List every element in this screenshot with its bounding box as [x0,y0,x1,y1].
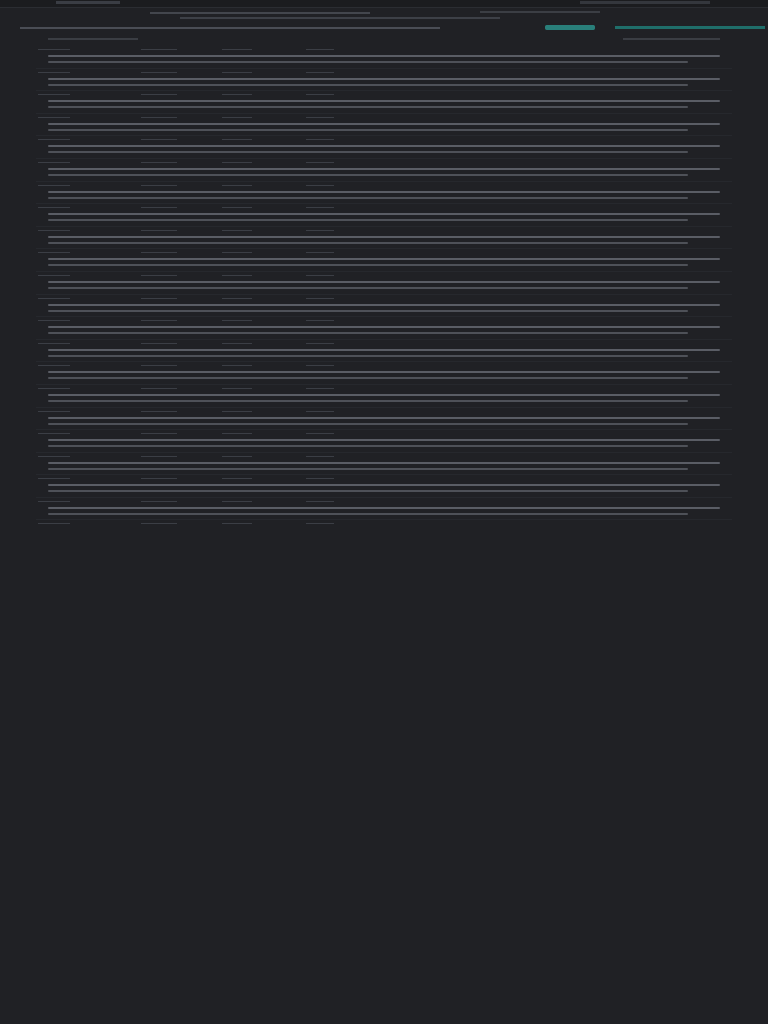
meta-placeholder [222,365,252,366]
empty-area [0,528,768,1024]
list-item-body [48,279,728,292]
list-item-meta [36,228,732,233]
list-toolbar [48,34,720,44]
meta-placeholder [306,275,334,276]
list-item-body [48,189,728,202]
meta-placeholder [141,185,177,186]
list-item[interactable] [36,340,732,363]
meta-placeholder [306,298,334,299]
text-line-placeholder [48,236,720,238]
list-item-body [48,234,728,247]
meta-placeholder [222,343,252,344]
text-line-placeholder [48,423,688,425]
list-item-meta [36,47,732,52]
list-item[interactable] [36,295,732,318]
meta-placeholder [222,501,252,502]
meta-placeholder [38,117,70,118]
list-item[interactable] [36,272,732,295]
meta-placeholder [38,207,70,208]
meta-placeholder [306,343,334,344]
header-menu-placeholder[interactable] [20,27,440,29]
list-item[interactable] [36,408,732,431]
list-item-meta [36,454,732,459]
meta-placeholder [141,139,177,140]
list-item-meta [36,70,732,75]
meta-placeholder [141,433,177,434]
meta-placeholder [141,252,177,253]
meta-placeholder [38,320,70,321]
list-item[interactable] [36,385,732,408]
list-item-body [48,256,728,269]
meta-placeholder [306,433,334,434]
text-line-placeholder [48,287,688,289]
text-line-placeholder [48,513,688,515]
meta-placeholder [38,478,70,479]
meta-placeholder [222,411,252,412]
text-line-placeholder [48,326,720,328]
meta-placeholder [306,252,334,253]
text-line-placeholder [48,264,688,266]
list-item-meta [36,409,732,414]
meta-placeholder [222,388,252,389]
list-item[interactable] [36,227,732,250]
subtitle-row [0,15,768,21]
text-line-placeholder [48,417,720,419]
list-item-meta [36,521,732,526]
meta-placeholder [141,275,177,276]
list-item[interactable] [36,182,732,205]
list-item-body [48,347,728,360]
list-item-meta [36,318,732,323]
list-item[interactable] [36,69,732,92]
list-item[interactable] [36,430,732,453]
subtitle-placeholder [180,17,500,19]
list-item-body [48,53,728,66]
meta-placeholder [141,523,177,524]
text-line-placeholder [48,484,720,486]
meta-placeholder [38,162,70,163]
text-line-placeholder [48,304,720,306]
text-line-placeholder [48,332,688,334]
list-item-body [48,166,728,179]
list-item-meta [36,92,732,97]
text-line-placeholder [48,242,688,244]
text-line-placeholder [48,100,720,102]
list-toolbar-right-placeholder[interactable] [623,38,720,40]
meta-placeholder [141,207,177,208]
list-item-meta [36,183,732,188]
meta-placeholder [222,72,252,73]
title-right-placeholder [480,11,600,13]
meta-placeholder [38,49,70,50]
meta-placeholder [141,456,177,457]
meta-placeholder [38,433,70,434]
text-line-placeholder [48,349,720,351]
text-line-placeholder [48,123,720,125]
meta-placeholder [222,49,252,50]
list-item[interactable] [36,204,732,227]
list-item-meta [36,115,732,120]
list-item-meta [36,476,732,481]
list-item-body [48,415,728,428]
meta-placeholder [306,139,334,140]
header-toolbar [20,23,748,33]
list-item-meta [36,386,732,391]
meta-placeholder [306,456,334,457]
list-item[interactable] [36,453,732,476]
list-item-meta [36,296,732,301]
list-item-meta [36,137,732,142]
text-line-placeholder [48,168,720,170]
meta-placeholder [306,117,334,118]
meta-placeholder [306,49,334,50]
text-line-placeholder [48,394,720,396]
meta-placeholder [222,162,252,163]
meta-placeholder [38,343,70,344]
meta-placeholder [306,94,334,95]
text-line-placeholder [48,310,688,312]
list-item-meta [36,273,732,278]
meta-placeholder [306,365,334,366]
meta-placeholder [38,94,70,95]
meta-placeholder [306,478,334,479]
list-item[interactable] [36,136,732,159]
meta-placeholder [222,207,252,208]
meta-placeholder [141,72,177,73]
top-bar [0,0,768,8]
accent-button[interactable] [545,25,595,30]
meta-placeholder [222,94,252,95]
text-line-placeholder [48,61,688,63]
meta-placeholder [222,185,252,186]
meta-placeholder [141,501,177,502]
meta-placeholder [141,388,177,389]
text-line-placeholder [48,400,688,402]
meta-placeholder [306,230,334,231]
text-line-placeholder [48,371,720,373]
meta-placeholder [222,456,252,457]
meta-placeholder [38,275,70,276]
meta-placeholder [222,433,252,434]
text-line-placeholder [48,507,720,509]
list-item-meta [36,363,732,368]
meta-placeholder [306,411,334,412]
text-line-placeholder [48,468,688,470]
list-item[interactable] [36,159,732,182]
meta-placeholder [306,162,334,163]
meta-placeholder [306,185,334,186]
meta-placeholder [222,478,252,479]
text-line-placeholder [48,55,720,57]
meta-placeholder [38,365,70,366]
list-item-body [48,460,728,473]
meta-placeholder [222,523,252,524]
text-line-placeholder [48,355,688,357]
text-line-placeholder [48,84,688,86]
text-line-placeholder [48,213,720,215]
list-item[interactable] [36,91,732,114]
text-line-placeholder [48,191,720,193]
text-line-placeholder [48,129,688,131]
list-item[interactable] [36,475,732,498]
list-item-body [48,143,728,156]
meta-placeholder [38,388,70,389]
list-item-body [48,211,728,224]
meta-placeholder [38,185,70,186]
meta-placeholder [141,117,177,118]
meta-placeholder [38,72,70,73]
meta-placeholder [222,139,252,140]
list-item-body [48,302,728,315]
meta-placeholder [141,94,177,95]
list-item-meta [36,431,732,436]
list-item-body [48,505,728,518]
title-placeholder [150,12,370,14]
meta-placeholder [141,230,177,231]
text-line-placeholder [48,377,688,379]
list-item[interactable] [36,249,732,272]
meta-placeholder [141,298,177,299]
list-item[interactable] [36,498,732,521]
text-line-placeholder [48,151,688,153]
meta-placeholder [38,523,70,524]
list-item-body [48,98,728,111]
list-item-body [48,76,728,89]
meta-placeholder [222,230,252,231]
text-line-placeholder [48,439,720,441]
list-item-body [48,121,728,134]
meta-placeholder [141,411,177,412]
meta-placeholder [141,162,177,163]
meta-placeholder [38,411,70,412]
text-line-placeholder [48,174,688,176]
meta-placeholder [222,298,252,299]
meta-placeholder [38,456,70,457]
text-line-placeholder [48,78,720,80]
meta-placeholder [222,275,252,276]
text-line-placeholder [48,462,720,464]
list-item-meta [36,250,732,255]
text-line-placeholder [48,219,688,221]
meta-placeholder [141,478,177,479]
list-item-meta [36,341,732,346]
list-item-meta [36,499,732,504]
text-line-placeholder [48,106,688,108]
meta-placeholder [38,501,70,502]
list-item-body [48,369,728,382]
text-line-placeholder [48,145,720,147]
meta-placeholder [38,139,70,140]
meta-placeholder [38,298,70,299]
text-line-placeholder [48,490,688,492]
meta-placeholder [306,523,334,524]
list-item[interactable] [36,317,732,340]
meta-placeholder [222,252,252,253]
list-item-meta [36,160,732,165]
list-item[interactable] [36,362,732,385]
list-item-body [48,482,728,495]
text-line-placeholder [48,281,720,283]
list-item-body [48,437,728,450]
meta-placeholder [141,343,177,344]
entry-list [36,46,732,543]
meta-placeholder [306,501,334,502]
text-line-placeholder [48,197,688,199]
meta-placeholder [306,207,334,208]
meta-placeholder [38,252,70,253]
list-item[interactable] [36,46,732,69]
meta-placeholder [141,320,177,321]
meta-placeholder [222,117,252,118]
list-item-body [48,392,728,405]
meta-placeholder [141,49,177,50]
header-links-placeholder[interactable] [615,26,765,29]
top-bar-right-item[interactable] [580,1,710,4]
meta-placeholder [306,72,334,73]
list-item-meta [36,205,732,210]
top-bar-left-item[interactable] [56,1,120,4]
list-toolbar-left-placeholder[interactable] [48,38,138,40]
meta-placeholder [306,320,334,321]
text-line-placeholder [48,258,720,260]
text-line-placeholder [48,445,688,447]
meta-placeholder [306,388,334,389]
meta-placeholder [38,230,70,231]
list-item-body [48,324,728,337]
list-item[interactable] [36,114,732,137]
meta-placeholder [141,365,177,366]
meta-placeholder [222,320,252,321]
